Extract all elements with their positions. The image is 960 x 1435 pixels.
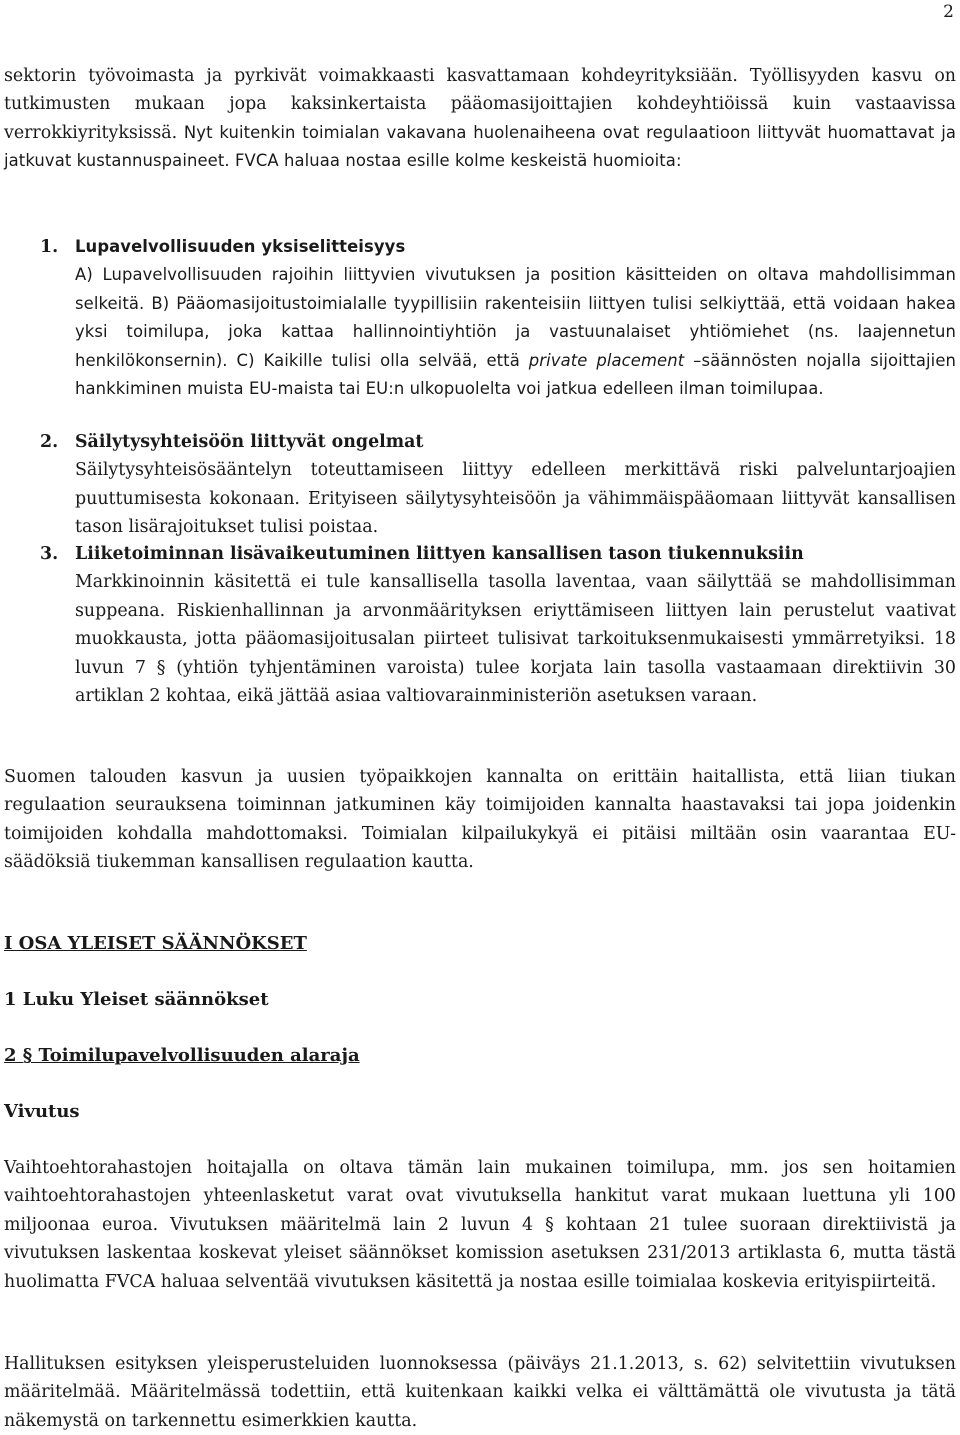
item-number: 2. [40,432,59,452]
page-number: 2 [943,2,954,22]
section-heading: 2 § Toimilupavelvollisuuden alaraja [4,1045,360,1066]
hallitus-paragraph: Hallituksen esityksen yleisperusteluiden luonnoksessa (päiväys 21.1.2013, s. 62) selvitettiin vivutuksen määritelmää. Määritelmässä todettiin, että kuitenkaan kaikki velka ei välttämättä ole vivutusta ja tätä näkemystä on tarkennettu esimerkkien kautta. [4,1354,956,1431]
item-heading: Säilytysyhteisöön liittyvät ongelmat [75,432,424,452]
intro-paragraph [4,62,956,176]
list-item-3 [4,540,956,710]
list-item-1 [4,233,956,403]
item-text: A) Lupavelvollisuuden rajoihin liittyvien vivutuksen ja position käsitteiden on oltava mahdollisimman selkeitä. B) Pääomasijoitustoimialalle tyypillisiin rakenteisiin liittyen tulisi selkiyttää, että voidaan hakea yksi toimilupa, joka kattaa hallinnointiyhtiön ja vastuunalaiset yhtiömiehet (ns. laajennetun henkilökonsernin). C) Kaikille tulisi olla selvää, että private placement –säännösten nojalla sijoittajien hankkiminen muista EU-maista tai EU:n ulkopuolelta voi jatkua edelleen ilman toimilupaa. [75,265,956,399]
topic-heading: Vivutus [4,1101,80,1122]
item-text: Markkinoinnin käsitettä ei tule kansallisella tasolla laventaa, vaan säilyttää se mahdollisimman suppeana. Riskienhallinnan ja arvonmäärityksen eriyttämiseen liittyen lain perustelut vaativat muokkausta, jotta pääomasijoitusalan piirteet tulisivat tarkoituksenmukaisesti ymmärretyiksi. 18 luvun 7 § (yhtiön tyhjentäminen varoista) tulee korjata lain tasolla vastaamaan direktiivin 30 artiklan 2 kohtaa, eikä jättää asiaa valtiovarainministeriön asetuksen varaan. [75,572,956,707]
part-heading: I OSA YLEISET SÄÄNNÖKSET [4,933,307,954]
private-placement-term: private placement [528,350,685,370]
item-heading: Liiketoiminnan lisävaikeutuminen liittyen kansallisen tason tiukennuksiin [75,544,804,564]
conclusion-paragraph: Suomen talouden kasvun ja uusien työpaikkojen kannalta on erittäin haitallista, että liian tiukan regulaation seurauksena toiminnan jatkuminen käy toimijoiden kannalta haastavaksi tai jopa joidenkin toimijoiden kohdalla mahdottomaksi. Toimialan kilpailukykyä ei pitäisi miltään osin vaarantaa EU-säädöksiä tiukemman kansallisen regulaation kautta. [4,767,956,873]
vivutus-paragraph: Vaihtoehtorahastojen hoitajalla on oltava tämän lain mukainen toimilupa, mm. jos sen hoitamien vaihtoehtorahastojen yhteenlasketut varat ovat vivutuksella hankitut varat mukaan luettuna yli 100 miljoonaa euroa. Vivutuksen määritelmä lain 2 luvun 4 § kohtaan 21 tulee suoraan direktiivistä ja vivutuksen laskentaa koskevat yleiset säännökset komission asetuksen 231/2013 artiklasta 6, mutta tästä huolimatta FVCA haluaa selventää vivutuksen käsitettä ja nostaa esille toimialaa koskevia erityispiirteitä. [4,1158,956,1292]
intro-text-part1: sektorin työvoimasta ja pyrkivät voimakkaasti kasvattamaan kohdeyrityksiään. Työllisyyden kasvu on tutkimusten mukaan jopa kaksinkertaista pääomasijoittajien kohdeyhtiöissä kuin vastaavissa verrokkiyrityksissä. [4,66,956,143]
item-heading: Lupavelvollisuuden yksiselitteisyys [75,237,406,256]
chapter-heading: 1 Luku Yleiset säännökset [4,989,269,1010]
item-number: 1. [40,237,59,257]
list-item-2 [4,428,956,542]
intro-text-part2: Nyt kuitenkin toimialan vakavana huolenaiheena ovat regulaatioon liittyvät huomattavat ja jatkuvat kustannuspaineet. FVCA haluaa nostaa esille kolme keskeistä huomioita: [4,122,956,171]
item-number: 3. [40,544,59,564]
item-text: Säilytysyhteisösääntelyn toteuttamiseen liittyy edelleen merkittävä riski palveluntarjoajien puuttumisesta kokonaan. Erityiseen säilytysyhteisöön ja vähimmäispääomaan liittyvät kansallisen tason lisärajoitukset tulisi poistaa. [75,460,956,538]
